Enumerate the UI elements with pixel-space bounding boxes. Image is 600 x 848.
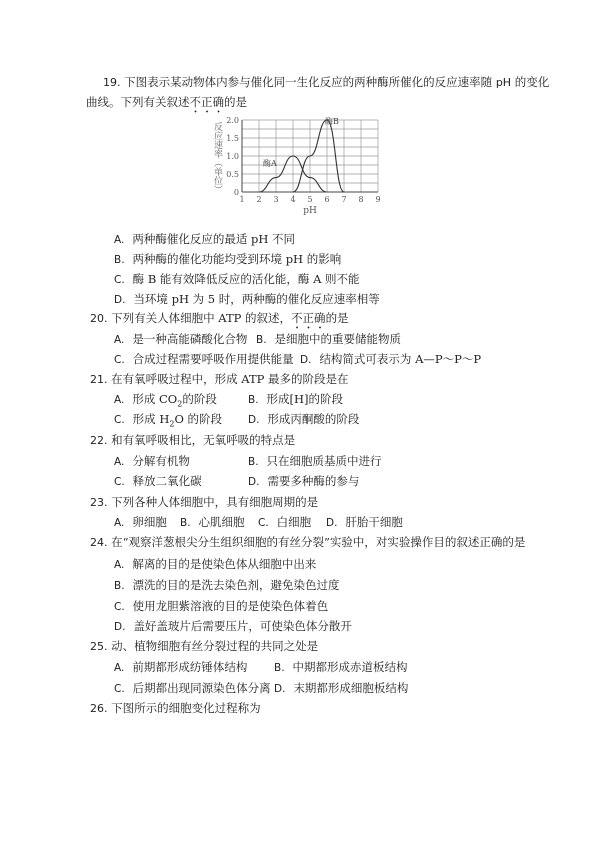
option-letter: C. xyxy=(114,476,125,488)
option-letter: D. xyxy=(114,621,126,633)
y-tick-label: 1.5 xyxy=(226,134,239,143)
q21-option-b xyxy=(248,392,343,408)
option-letter: C. xyxy=(114,354,125,366)
option-letter: D. xyxy=(274,683,286,695)
option-letter: A. xyxy=(114,662,125,674)
option-letter: B. xyxy=(114,580,125,592)
q26-number: 26. xyxy=(90,702,108,715)
q24-stem xyxy=(90,535,525,550)
q24-option-a xyxy=(114,557,316,573)
option-letter: C. xyxy=(114,601,125,613)
q20-option-a xyxy=(114,332,247,348)
q20-stem-part1: 下列有关人体细胞中 ATP 的叙述， xyxy=(111,311,292,325)
option-text: 酶 B 能有效降低反应的活化能，酶 A 则不能 xyxy=(132,272,360,286)
option-letter: A. xyxy=(114,394,125,406)
x-tick-label: 6 xyxy=(324,195,330,204)
q20-stem-part2: 的是 xyxy=(325,311,349,325)
option-text: 释放二氧化碳 xyxy=(132,474,202,488)
option-letter: B. xyxy=(274,662,285,674)
q24-stem-text: 在“观察洋葱根尖分生组织细胞的有丝分裂”实验中，对实验操作目的叙述正确的是 xyxy=(111,535,526,549)
option-letter: A. xyxy=(114,517,125,529)
option-text: 结构简式可表示为 A—P～P～P xyxy=(319,352,482,366)
option-text: 需要多种酶的参与 xyxy=(267,474,360,488)
q19-stem-part1: 下图表示某动物体内参与催化同一生化反应的两种酶所催化的反应速率随 xyxy=(124,75,493,89)
q26-stem xyxy=(90,701,261,716)
q24-option-d xyxy=(114,619,352,635)
q23-option-a xyxy=(114,515,167,531)
option-text: 分解有机物 xyxy=(132,454,190,468)
option-letter: D. xyxy=(326,517,338,529)
option-letter: A. xyxy=(114,334,125,346)
q19-stem-part2: 的变化 xyxy=(514,75,550,89)
q20-option-b xyxy=(256,332,401,348)
q21-number: 21. xyxy=(90,373,108,386)
q20-number: 20. xyxy=(90,312,108,325)
y-tick-label: 0.5 xyxy=(226,170,239,179)
option-text: 两种酶催化反应的最适 pH 不同 xyxy=(132,232,296,246)
x-tick-label: 5 xyxy=(307,195,313,204)
x-axis-label: pH xyxy=(303,206,317,216)
option-text-tail: O 的阶段 xyxy=(174,412,223,426)
q23-option-d xyxy=(326,515,403,531)
option-text: 当环境 pH 为 5 时，两种酶的催化反应速率相等 xyxy=(133,292,380,306)
q19-stem2-part2: 的是 xyxy=(224,95,247,109)
series-label: 酶A xyxy=(263,159,277,168)
q19-option-c xyxy=(114,272,360,288)
q22-option-c xyxy=(114,474,202,490)
option-text: 卵细胞 xyxy=(132,515,167,529)
q21-option-c xyxy=(114,412,222,431)
q21-stem-text: 在有氧呼吸过程中，形成 ATP 最多的阶段是在 xyxy=(111,372,349,386)
q25-stem-text: 动、植物细胞有丝分裂过程的共同之处是 xyxy=(111,639,319,653)
q25-option-c xyxy=(114,681,271,697)
q21-option-d xyxy=(248,412,359,428)
q22-number: 22. xyxy=(90,434,108,447)
q19-stem2-emphasis: 不正确 xyxy=(189,95,224,109)
q24-number: 24. xyxy=(90,536,108,549)
q23-stem-text: 下列各种人体细胞中，具有细胞周期的是 xyxy=(111,495,319,509)
enzyme-ph-chart xyxy=(210,112,386,224)
option-text: 中期都形成赤道板结构 xyxy=(292,660,408,674)
y-tick-label: 1.0 xyxy=(226,152,239,161)
option-letter: C. xyxy=(114,274,125,286)
q23-number: 23. xyxy=(90,496,108,509)
y-tick-label: 0 xyxy=(233,188,239,197)
q23-option-b xyxy=(180,515,245,531)
option-text: 漂洗的目的是洗去染色剂，避免染色过度 xyxy=(132,578,340,592)
option-text: 形成 H xyxy=(132,412,170,426)
x-tick-label: 9 xyxy=(375,195,381,204)
option-text: 只在细胞质基质中进行 xyxy=(266,454,382,468)
q22-option-d xyxy=(248,474,359,490)
x-tick-label: 3 xyxy=(273,195,279,204)
option-letter: B. xyxy=(180,517,191,529)
option-letter: B. xyxy=(248,394,259,406)
q22-option-b xyxy=(248,454,382,470)
series-label: 酶B xyxy=(325,117,339,126)
option-letter: D. xyxy=(300,354,312,366)
q21-option-a xyxy=(114,392,217,411)
option-text: 形成[H]的阶段 xyxy=(266,392,344,406)
option-letter: C. xyxy=(114,414,125,426)
q23-stem xyxy=(90,495,318,510)
option-text: 心肌细胞 xyxy=(198,515,245,529)
x-tick-label: 1 xyxy=(239,195,245,204)
option-letter: A. xyxy=(114,559,125,571)
q19-option-d xyxy=(114,292,380,308)
q25-option-d xyxy=(274,681,408,697)
option-text: 肝胎干细胞 xyxy=(345,515,403,529)
enzyme-ph-chart-svg xyxy=(210,112,386,224)
option-letter: A. xyxy=(114,234,125,246)
q26-stem-text: 下图所示的细胞变化过程称为 xyxy=(111,701,261,715)
option-letter: B. xyxy=(114,254,125,266)
y-axis-label: 反应速率（单位） xyxy=(212,122,222,194)
option-text: 是细胞中的重要储能物质 xyxy=(274,332,402,346)
q20-stem xyxy=(90,311,349,332)
q24-option-b xyxy=(114,578,340,594)
option-text: 形成 CO xyxy=(132,392,178,406)
option-letter: B. xyxy=(248,456,259,468)
option-text: 解离的目的是使染色体从细胞中出来 xyxy=(132,557,317,571)
option-letter: A. xyxy=(114,456,125,468)
option-subscript: 2 xyxy=(177,399,183,409)
q24-option-c xyxy=(114,599,328,615)
q20-option-c xyxy=(114,352,294,368)
option-letter: D. xyxy=(114,294,126,306)
option-text: 是一种高能磷酸化合物 xyxy=(132,332,248,346)
q19-number: 19. xyxy=(103,76,121,89)
q22-option-a xyxy=(114,454,190,470)
x-tick-label: 7 xyxy=(341,195,347,204)
option-text: 盖好盖玻片后需要压片，可使染色体分散开 xyxy=(133,619,352,633)
q22-stem xyxy=(90,433,295,448)
option-text: 白细胞 xyxy=(276,515,312,529)
y-tick-label: 2.0 xyxy=(226,116,239,125)
x-tick-label: 4 xyxy=(290,195,296,204)
option-subscript: 2 xyxy=(169,419,175,429)
option-letter: D. xyxy=(248,414,260,426)
q25-number: 25. xyxy=(90,640,108,653)
q19-option-a xyxy=(114,232,295,248)
q19-stem-line1 xyxy=(103,75,549,90)
option-text: 合成过程需要呼吸作用提供能量 xyxy=(132,352,294,366)
q23-option-c xyxy=(258,515,311,531)
q25-option-b xyxy=(274,660,408,676)
option-text: 末期都形成细胞板结构 xyxy=(293,681,409,695)
option-letter: D. xyxy=(248,476,260,488)
option-text: 前期都形成纺锤体结构 xyxy=(132,660,248,674)
q19-stem2-part1: 曲线。下列有关叙述 xyxy=(86,95,190,109)
q20-option-d xyxy=(300,352,481,368)
q19-stem-ph: pH xyxy=(495,76,512,89)
option-text: 使用龙胆紫溶液的目的是使染色体着色 xyxy=(132,599,329,613)
x-tick-label: 2 xyxy=(256,195,262,204)
option-text: 形成丙酮酸的阶段 xyxy=(267,412,360,426)
q21-stem xyxy=(90,372,349,387)
x-tick-label: 8 xyxy=(358,195,364,204)
option-letter: C. xyxy=(258,517,269,529)
option-text-tail: 的阶段 xyxy=(182,392,217,406)
option-text: 后期都出现同源染色体分离 xyxy=(132,681,271,695)
q22-stem-text: 和有氧呼吸相比，无氧呼吸的特点是 xyxy=(111,433,296,447)
option-text: 两种酶的催化功能均受到环境 pH 的影响 xyxy=(132,252,342,266)
q19-option-b xyxy=(114,252,341,268)
option-letter: B. xyxy=(256,334,267,346)
q25-option-a xyxy=(114,660,247,676)
option-letter: C. xyxy=(114,683,125,695)
q20-stem-emphasis: 不正确 xyxy=(291,311,326,325)
q25-stem xyxy=(90,639,318,654)
